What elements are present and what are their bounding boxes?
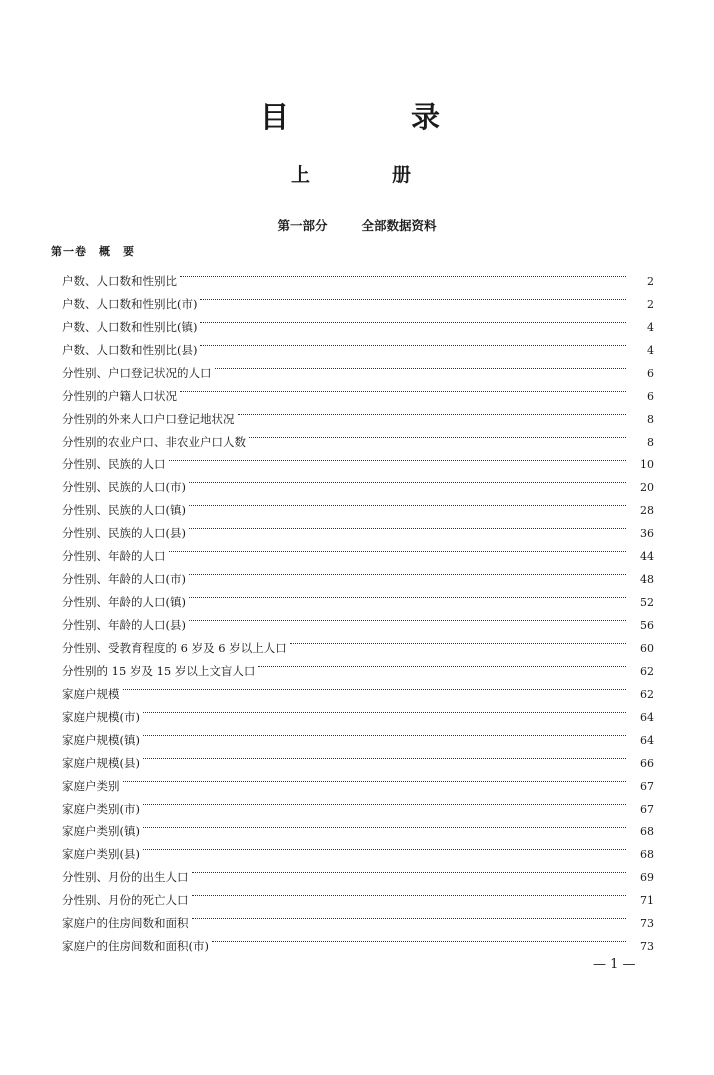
toc-entry-title: 分性别、年龄的人口(县) bbox=[62, 618, 186, 632]
dot-leader bbox=[143, 744, 626, 767]
toc-entry-title: 分性别、月份的出生人口 bbox=[62, 870, 189, 885]
toc-entry-title: 家庭户规模 bbox=[62, 686, 120, 701]
toc-entry-page: 4 bbox=[647, 320, 654, 334]
dot-leader bbox=[238, 400, 627, 423]
toc-entry[interactable] bbox=[62, 675, 654, 701]
toc-entry-page: 62 bbox=[640, 687, 654, 701]
toc-entry-title: 分性别的外来人口户口登记地状况 bbox=[62, 411, 235, 426]
toc-entry[interactable] bbox=[62, 835, 654, 862]
part-name: 全部数据资料 bbox=[361, 218, 437, 233]
toc-entry-title: 分性别、户口登记状况的人口 bbox=[62, 365, 212, 380]
part-number: 第一部分 bbox=[277, 218, 328, 233]
dot-leader bbox=[200, 308, 626, 331]
page-title-right: 录 bbox=[411, 100, 441, 134]
toc-entry-page: 73 bbox=[640, 940, 654, 954]
toc-entry-page: 56 bbox=[640, 619, 654, 632]
toc-entry-page: 36 bbox=[640, 527, 654, 541]
dot-leader bbox=[249, 423, 626, 446]
toc-entry-title: 户数、人口数和性别比(镇) bbox=[62, 319, 198, 334]
toc-entry-title: 家庭户规模(镇) bbox=[62, 732, 140, 747]
toc-entry-title: 户数、人口数和性别比 bbox=[62, 273, 177, 288]
toc-entry-page: 6 bbox=[647, 366, 654, 380]
toc-entry-title: 户数、人口数和性别比(县) bbox=[62, 342, 198, 357]
toc-entry-title: 分性别、民族的人口(县) bbox=[62, 526, 186, 541]
toc-entry-page: 44 bbox=[640, 550, 654, 564]
toc-entry-page: 8 bbox=[647, 412, 654, 426]
toc-entry-page: 60 bbox=[640, 641, 654, 655]
toc-entry[interactable] bbox=[62, 744, 654, 770]
toc-entry-title: 分性别、年龄的人口(镇) bbox=[62, 595, 186, 610]
toc-entry[interactable] bbox=[62, 262, 654, 288]
toc-entry-page: 20 bbox=[640, 481, 654, 495]
dot-leader bbox=[180, 377, 626, 400]
toc-entry-page: 6 bbox=[647, 389, 654, 403]
page-title-left: 目 bbox=[260, 100, 290, 134]
toc-entry[interactable] bbox=[62, 858, 654, 885]
toc-entry-page: 2 bbox=[647, 297, 654, 311]
toc-entry-page: 73 bbox=[640, 917, 654, 931]
dot-leader bbox=[212, 927, 626, 950]
toc-entry-page: 4 bbox=[647, 343, 654, 357]
page-number: — 1 — bbox=[593, 957, 636, 972]
dot-leader bbox=[189, 491, 626, 514]
dot-leader bbox=[189, 560, 626, 583]
toc-entry-title: 家庭户类别(市) bbox=[62, 801, 140, 816]
dot-leader bbox=[192, 881, 627, 904]
toc-entry-page: 71 bbox=[640, 894, 654, 908]
dot-leader bbox=[192, 904, 627, 927]
dot-leader bbox=[169, 537, 627, 560]
volume-label-right: 册 bbox=[392, 164, 412, 186]
toc-entry-page: 48 bbox=[640, 573, 654, 587]
dot-leader bbox=[180, 262, 626, 285]
toc-entry-title: 家庭户的住房间数和面积(市) bbox=[62, 939, 209, 954]
dot-leader bbox=[189, 583, 626, 606]
toc-entry[interactable] bbox=[62, 790, 654, 816]
toc-entry-title: 分性别、年龄的人口 bbox=[62, 549, 166, 564]
dot-leader bbox=[169, 446, 627, 469]
toc-entry-page: 68 bbox=[640, 848, 654, 862]
toc-entry-title: 家庭户规模(县) bbox=[62, 755, 140, 770]
toc-entry-title: 分性别、民族的人口(镇) bbox=[62, 503, 186, 518]
toc-entry-title: 家庭户类别 bbox=[62, 778, 120, 793]
toc-entry[interactable] bbox=[62, 698, 654, 724]
toc-entry-title: 分性别、年龄的人口(市) bbox=[62, 572, 186, 587]
dot-leader bbox=[200, 285, 626, 308]
dot-leader bbox=[200, 331, 626, 354]
dot-leader bbox=[143, 835, 626, 858]
dot-leader bbox=[192, 858, 627, 881]
toc-entry-page: 8 bbox=[647, 435, 654, 449]
toc-entry-title: 分性别的户籍人口状况 bbox=[62, 388, 177, 403]
toc-entry-title: 户数、人口数和性别比(市) bbox=[62, 296, 198, 311]
dot-leader bbox=[143, 790, 626, 813]
dot-leader bbox=[123, 675, 627, 698]
toc-entry-page: 10 bbox=[640, 458, 654, 472]
dot-leader bbox=[189, 606, 626, 629]
toc-entry-page: 69 bbox=[640, 871, 654, 885]
toc-entry-page: 66 bbox=[640, 756, 654, 770]
dot-leader bbox=[215, 354, 627, 377]
dot-leader bbox=[123, 767, 627, 790]
toc-entry-title: 分性别、受教育程度的 6 岁及 6 岁以上人口 bbox=[62, 640, 287, 655]
toc-entry-page: 68 bbox=[640, 825, 654, 839]
dot-leader bbox=[143, 721, 626, 744]
part-heading bbox=[0, 220, 714, 233]
toc-entry[interactable] bbox=[62, 767, 654, 793]
toc-entry-page: 52 bbox=[640, 596, 654, 610]
section-heading: 第一卷 概 要 bbox=[51, 245, 135, 258]
toc-entry-page: 2 bbox=[647, 274, 654, 288]
toc-entry-title: 分性别的 15 岁及 15 岁以上文盲人口 bbox=[62, 663, 256, 678]
toc-entry-title: 分性别、月份的死亡人口 bbox=[62, 893, 189, 908]
toc-entry[interactable] bbox=[62, 721, 654, 747]
dot-leader bbox=[189, 514, 626, 537]
toc-entry-page: 64 bbox=[640, 710, 654, 724]
toc-entry-page: 62 bbox=[640, 664, 654, 678]
volume-label-left: 上 bbox=[291, 164, 311, 186]
toc-entry-title: 家庭户类别(镇) bbox=[62, 824, 140, 839]
toc-entry-title: 家庭户类别(县) bbox=[62, 847, 140, 862]
toc-entry-title: 家庭户的住房间数和面积 bbox=[62, 916, 189, 931]
dot-leader bbox=[290, 629, 626, 652]
toc-entry-page: 64 bbox=[640, 733, 654, 747]
toc-entry-title: 分性别、民族的人口 bbox=[62, 457, 166, 472]
toc-entry-page: 67 bbox=[640, 802, 654, 816]
table-of-contents bbox=[62, 262, 654, 954]
dot-leader bbox=[143, 813, 626, 836]
dot-leader bbox=[143, 698, 626, 721]
dot-leader bbox=[189, 468, 626, 491]
dot-leader bbox=[258, 652, 626, 675]
toc-entry-page: 28 bbox=[640, 504, 654, 518]
toc-entry[interactable] bbox=[62, 813, 654, 839]
toc-entry-page: 67 bbox=[640, 779, 654, 793]
toc-entry-title: 分性别、民族的人口(市) bbox=[62, 480, 186, 495]
toc-entry-title: 分性别的农业户口、非农业户口人数 bbox=[62, 434, 246, 449]
toc-entry-title: 家庭户规模(市) bbox=[62, 709, 140, 724]
